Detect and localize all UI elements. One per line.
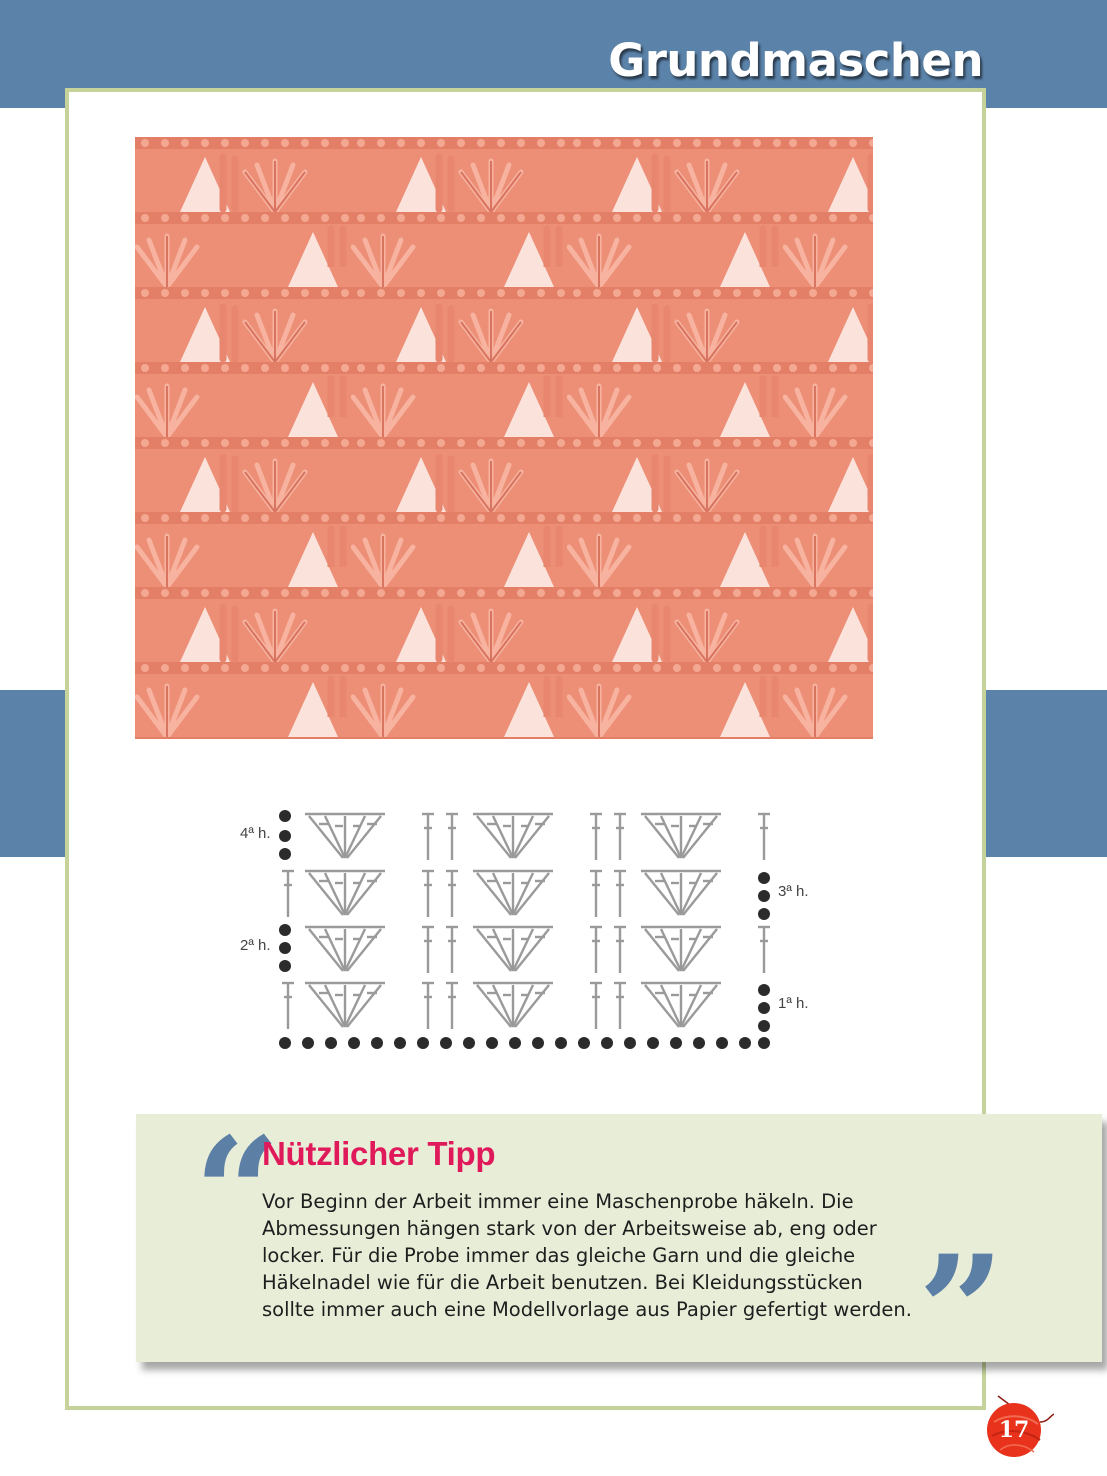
tip-line: Vor Beginn der Arbeit immer eine Maschenprobe häkeln. Die [262,1190,854,1213]
tip-line: sollte immer auch eine Modellvorlage aus Papier gefertigt werden. [262,1298,912,1321]
tip-line: locker. Für die Probe immer das gleiche Garn und die gleiche [262,1244,856,1267]
side-band-left [0,690,68,857]
side-band-right [984,690,1107,857]
open-quote-icon: “ [194,1105,281,1281]
tip-text [262,1188,922,1323]
close-quote-icon: ” [918,1223,1005,1399]
tip-title: Nützlicher Tipp [262,1135,496,1172]
row-label-3: 3ª h. [778,883,809,900]
section-title: Grundmaschen [608,34,983,87]
crochet-swatch-photo [135,137,873,739]
row-label-1: 1ª h. [778,995,809,1012]
row-label-2: 2ª h. [240,937,271,954]
row-label-4: 4ª h. [240,825,271,842]
crochet-chart-diagram [232,800,832,1055]
page-number: 17 [998,1417,1030,1443]
tip-line: Häkelnadel wie für die Arbeit benutzen. Bei Kleidungsstücken [262,1271,863,1294]
tip-line: Abmessungen hängen stark von der Arbeitsweise ab, eng oder [262,1217,877,1240]
